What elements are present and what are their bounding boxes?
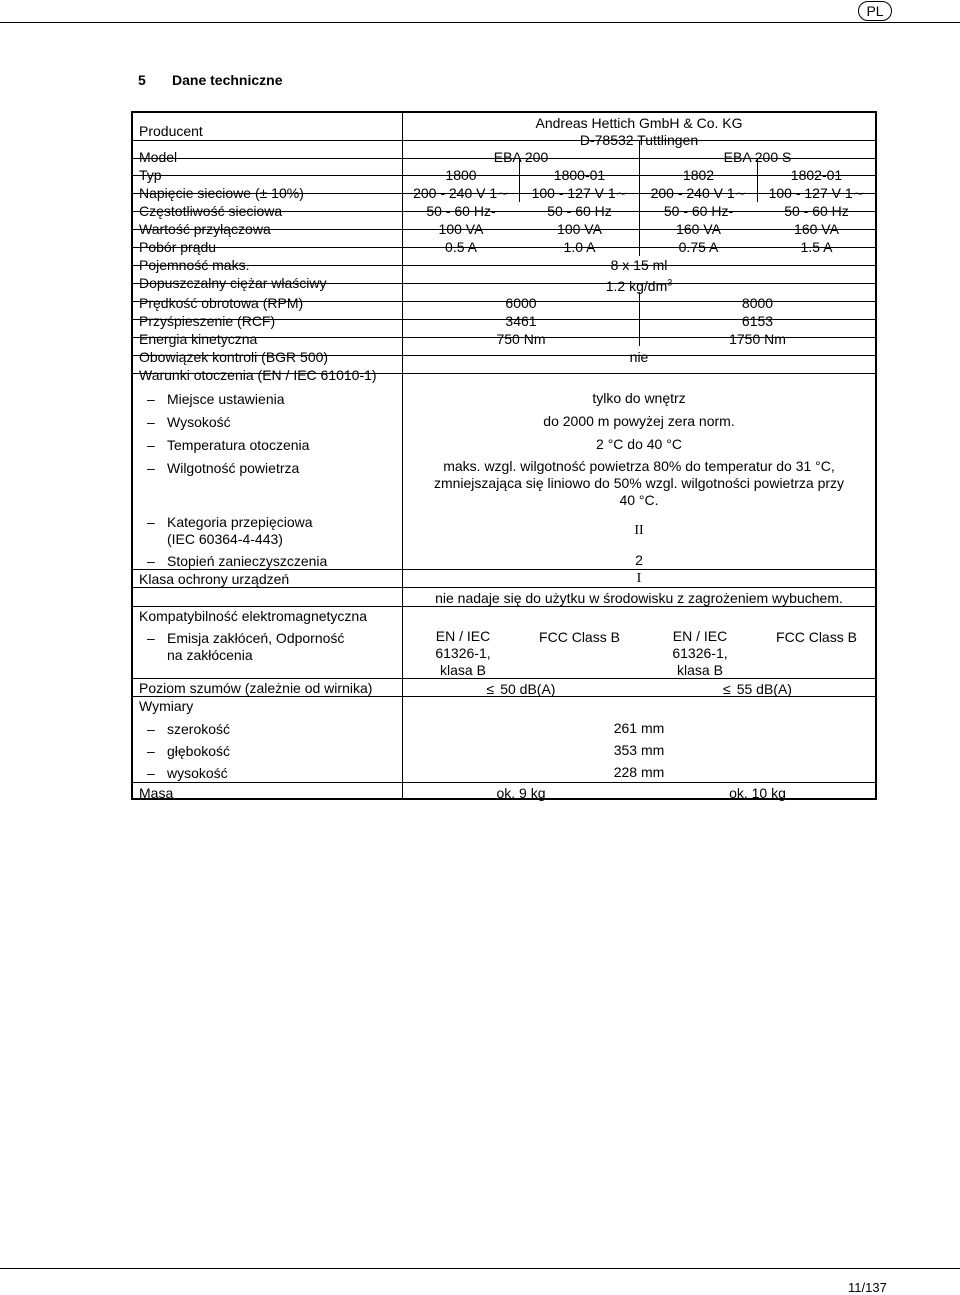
wysokosc-label-text: Wysokość <box>167 414 231 430</box>
pojemnosc-value: 8 x 15 ml <box>610 257 668 273</box>
napiecie-value-3: 200 - 240 V 1∼ <box>650 185 747 201</box>
wysokosc-dim-label-text: wysokość <box>167 765 228 781</box>
wartosc-label: Wartość przyłączowa <box>139 221 271 237</box>
typ-label: Typ <box>139 167 162 183</box>
ciezar-value <box>403 278 875 294</box>
klasa-label: Klasa ochrony urządzeń <box>139 571 290 587</box>
less-equal-icon: ≤ <box>486 681 495 697</box>
glebokosc-label-text: głębokość <box>167 743 231 759</box>
czestotliwosc-value-2: 50 - 60 Hz <box>547 203 612 219</box>
emc-label: Kompatybilność elektromagnetyczna <box>139 608 368 624</box>
szerokosc-label <box>147 721 230 737</box>
producent-address: D-78532 Tuttlingen <box>579 132 699 148</box>
przyspieszenie-label: Przyśpieszenie (RCF) <box>139 313 276 329</box>
model-value-2: EBA 200 S <box>723 149 792 165</box>
less-equal-icon: ≤ <box>723 681 731 697</box>
szerokosc-label-text: szerokość <box>167 721 231 737</box>
szum-value-2 <box>640 681 875 697</box>
szum-value-1-text: 50 dB(A) <box>500 681 556 697</box>
typ-value-4: 1802-01 <box>790 167 843 183</box>
czestotliwosc-value-4: 50 - 60 Hz <box>784 203 849 219</box>
wysokosc-label <box>147 414 231 430</box>
masa-label: Masa <box>139 785 174 801</box>
predkosc-label: Prędkość obrotowa (RPM) <box>139 295 304 311</box>
stopien-label-text: Stopień zanieczyszczenia <box>167 553 328 569</box>
pobor-value-2: 1.0 A <box>563 239 596 255</box>
emc-sub-label <box>147 630 344 646</box>
typ-value-1: 1800 <box>445 167 477 183</box>
grid-hline <box>133 606 875 607</box>
szum-value-1 <box>403 681 639 697</box>
dash-icon <box>147 630 167 646</box>
pobor-value-4: 1.5 A <box>800 239 833 255</box>
napiecie-value-1: 200 - 240 V 1∼ <box>413 185 509 201</box>
dash-icon <box>147 414 167 430</box>
grid-hline <box>133 587 875 588</box>
model-label: Model <box>139 149 178 165</box>
czestotliwosc-value-3: 50 - 60 Hz- <box>663 203 734 219</box>
czestotliwosc-value-1: 50 - 60 Hz- <box>426 203 496 219</box>
predkosc-value-1: 6000 <box>505 295 537 311</box>
pobor-value-1: 0.5 A <box>445 239 477 255</box>
napiecie-value-4: 100 - 127 V 1∼ <box>768 185 865 201</box>
obowiazek-label: Obowiązek kontroli (BGR 500) <box>139 349 329 365</box>
footer-rule <box>0 1268 960 1269</box>
producent-label: Producent <box>139 123 203 139</box>
temperatura-value: 2 °C do 40 °C <box>596 436 682 452</box>
kategoria-label <box>147 514 313 530</box>
szum-value-2-text: 55 dB(A) <box>736 681 792 697</box>
emc-value-4: FCC Class B <box>776 629 857 645</box>
emc-value-3: EN / IEC 61326-1, klasa B <box>672 628 728 678</box>
wysokosc-dim-value: 228 mm <box>613 764 665 780</box>
czestotliwosc-label: Częstotliwość sieciowa <box>139 203 283 219</box>
section-title: Dane techniczne <box>172 72 283 88</box>
kategoria-label-text: Kategoria przepięciowa <box>167 514 313 530</box>
dash-icon <box>147 553 167 569</box>
header-rule <box>0 22 960 23</box>
miejsce-label-text: Miejsce ustawienia <box>167 391 285 407</box>
wymiary-label: Wymiary <box>139 698 194 714</box>
szum-label: Poziom szumów (zależnie od wirnika) <box>139 680 373 696</box>
emc-sub-label-text: Emisja zakłóceń, Odporność <box>167 630 345 646</box>
stopien-label <box>147 553 327 569</box>
grid-hline <box>133 678 875 679</box>
masa-value-1: ok. 9 kg <box>496 785 546 801</box>
predkosc-value-2: 8000 <box>741 295 774 311</box>
kategoria-standard: (IEC 60364-4-443) <box>167 531 283 547</box>
napiecie-value-2: 100 - 127 V 1∼ <box>531 185 628 201</box>
ciezar-value-text: 1.2 kg/dm <box>605 278 668 294</box>
glebokosc-label <box>147 743 230 759</box>
typ-value-2: 1800-01 <box>553 167 606 183</box>
ciezar-label: Dopuszczalny ciężar właściwy <box>139 275 327 291</box>
ciezar-exponent: 3 <box>667 277 673 288</box>
wysokosc-dim-label <box>147 765 228 781</box>
napiecie-label: Napięcie sieciowe (± 10%) <box>139 185 304 201</box>
miejsce-label <box>147 391 285 407</box>
emc-sub-label-2: na zakłócenia <box>167 647 253 663</box>
emc-value-2: FCC Class B <box>539 629 620 645</box>
technical-data-table <box>131 111 877 800</box>
masa-value-2: ok. 10 kg <box>729 785 786 801</box>
klasa-value: I <box>636 571 642 586</box>
temperatura-label <box>147 437 309 453</box>
page-number: 11/137 <box>848 1280 887 1295</box>
dash-icon <box>147 437 167 453</box>
dash-icon <box>147 391 167 407</box>
grid-hline <box>133 569 875 570</box>
glebokosc-value: 353 mm <box>613 742 665 758</box>
pojemnosc-label: Pojemność maks. <box>139 257 250 273</box>
producent-name: Andreas Hettich GmbH & Co. KG <box>535 115 743 131</box>
wysokosc-value: do 2000 m powyżej zera norm. <box>543 413 735 429</box>
obowiazek-value: nie <box>629 349 649 365</box>
wartosc-value-1: 100 VA <box>438 221 484 237</box>
miejsce-value: tylko do wnętrz <box>592 390 686 406</box>
section-heading <box>138 72 282 88</box>
klasa-note: nie nadaje się do użytku w środowisku z zagrożeniem wybuchem. <box>435 590 843 606</box>
language-badge: PL <box>858 1 892 21</box>
kategoria-value: II <box>634 523 644 538</box>
section-number: 5 <box>138 72 146 88</box>
emc-value-1: EN / IEC 61326-1, klasa B <box>435 628 491 678</box>
energia-label: Energia kinetyczna <box>139 331 258 347</box>
stopien-value: 2 <box>635 552 643 568</box>
typ-value-3: 1802 <box>682 167 715 183</box>
dash-icon <box>147 721 167 737</box>
szerokosc-value: 261 mm <box>613 720 665 736</box>
dash-icon <box>147 514 167 530</box>
energia-value-1: 750 Nm <box>496 331 546 347</box>
wilgotnosc-label-text: Wilgotność powietrza <box>167 460 300 476</box>
przyspieszenie-value-2: 6153 <box>741 313 774 329</box>
dash-icon <box>147 765 167 781</box>
warunki-label: Warunki otoczenia (EN / IEC 61010-1) <box>139 367 377 383</box>
przyspieszenie-value-1: 3461 <box>505 313 537 329</box>
wartosc-value-2: 100 VA <box>557 221 602 237</box>
temperatura-label-text: Temperatura otoczenia <box>167 437 310 453</box>
wartosc-value-3: 160 VA <box>676 221 721 237</box>
wilgotnosc-label <box>147 460 299 476</box>
wilgotnosc-value: maks. wzgl. wilgotność powietrza 80% do temperatur do 31 °C, zmniejszająca się liniowo do 50% wzgl. wilgotności powietrza przy 40 °C. <box>433 458 845 508</box>
dash-icon <box>147 743 167 759</box>
grid-hline <box>133 782 875 783</box>
pobor-label: Pobór prądu <box>139 239 217 255</box>
model-value-1: EBA 200 <box>493 149 549 165</box>
wartosc-value-4: 160 VA <box>794 221 839 237</box>
pobor-value-3: 0.75 A <box>678 239 719 255</box>
dash-icon <box>147 460 167 476</box>
energia-value-2: 1750 Nm <box>729 331 786 347</box>
